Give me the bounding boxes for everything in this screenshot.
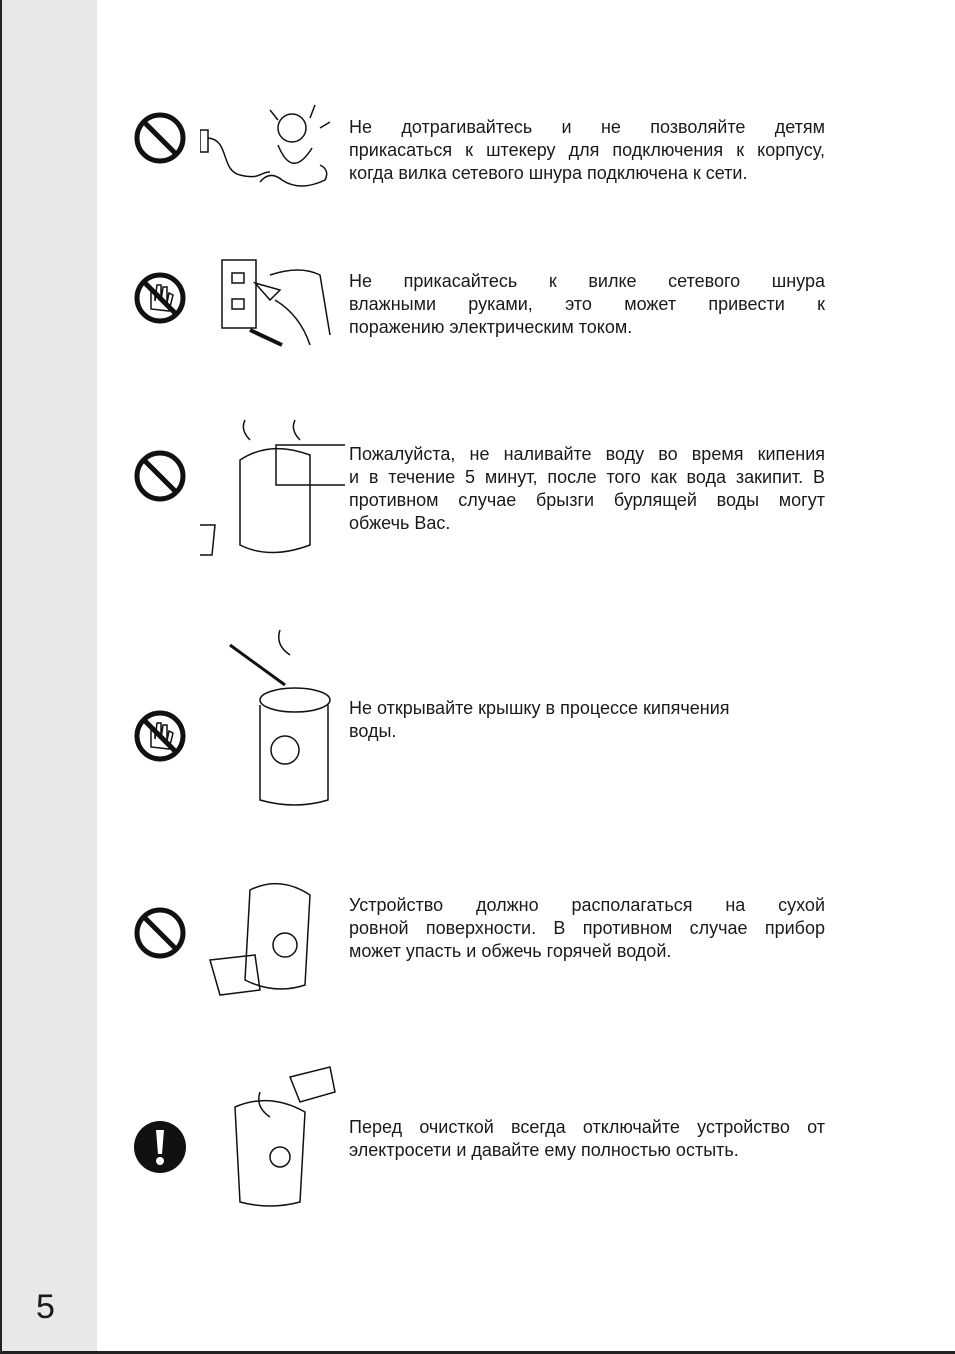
warning-text-6	[349, 1116, 825, 1162]
text-line: поражению электрическим током.	[349, 317, 633, 337]
exclamation-icon	[133, 1120, 187, 1174]
warning-text-2	[349, 270, 825, 339]
hand-plug-socket-illustration	[200, 255, 345, 350]
side-margin-strip	[0, 0, 97, 1352]
text-line: электросети и давайте ему полностью остыть.	[349, 1140, 739, 1160]
text-line: Не дотрагивайтесь и не позволяйте детям	[349, 117, 825, 137]
text-line: воды.	[349, 721, 397, 741]
prohibition-icon	[133, 111, 187, 165]
text-line: и в течение 5 минут, после того как вода закипит. В	[349, 467, 825, 487]
warning-text-5	[349, 894, 825, 963]
text-line: прикасаться к штекеру для подключения к корпусу,	[349, 140, 825, 160]
text-line: обжечь Вас.	[349, 513, 451, 533]
text-line: Устройство должно располагаться на сухой	[349, 895, 825, 915]
text-line: влажными руками, это может привести к	[349, 294, 825, 314]
no-wet-hands-icon	[133, 271, 187, 325]
prohibition-icon	[133, 906, 187, 960]
text-line: Не прикасайтесь к вилке сетевого шнура	[349, 271, 825, 291]
warning-text-4	[349, 697, 825, 743]
text-line: Не открывайте крышку в процессе кипячения	[349, 698, 730, 718]
warning-text-1	[349, 116, 825, 185]
child-touching-plug-illustration	[200, 100, 345, 195]
boiling-kettle-cup-illustration	[200, 415, 345, 560]
warning-text-3	[349, 443, 825, 535]
text-line: когда вилка сетевого шнура подключена к сети.	[349, 163, 748, 183]
text-line: Перед очисткой всегда отключайте устройство от	[349, 1117, 825, 1137]
tilting-kettle-illustration	[200, 870, 345, 1000]
no-touch-hand-icon	[133, 709, 187, 763]
opening-lid-kettle-illustration	[200, 625, 345, 810]
text-line: противном случае брызги бурлящей воды могут	[349, 490, 825, 510]
page-number: 5	[36, 1288, 55, 1326]
prohibition-icon	[133, 449, 187, 503]
text-line: может упасть и обжечь горячей водой.	[349, 941, 672, 961]
text-line: Пожалуйста, не наливайте воду во время кипения	[349, 444, 825, 464]
unplugged-kettle-illustration	[200, 1062, 345, 1210]
text-line: ровной поверхности. В противном случае прибор	[349, 918, 825, 938]
